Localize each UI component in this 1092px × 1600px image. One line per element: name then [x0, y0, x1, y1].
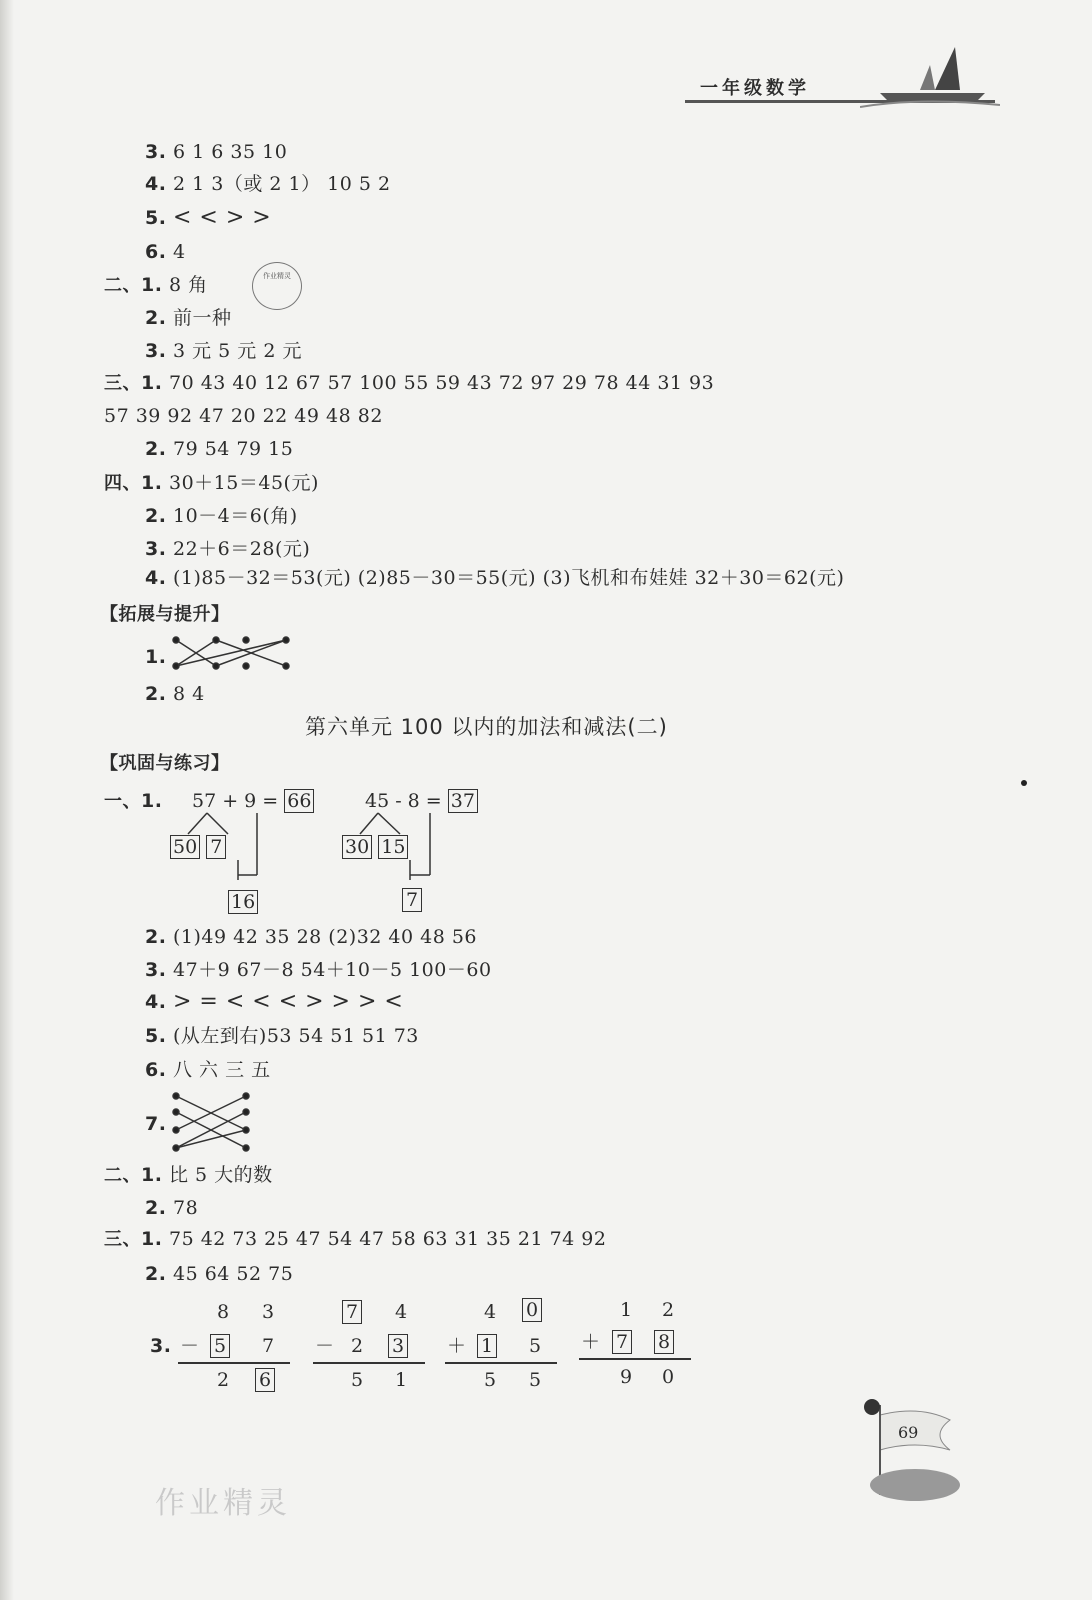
answer-line: 4. > = < < < > > > < — [145, 989, 404, 1014]
answer-line: 3. — [150, 1335, 172, 1357]
unit-title: 第六单元 100 以内的加法和减法(二) — [305, 715, 668, 739]
answer-line: 4. 2 1 3（或 2 1） 10 5 2 — [145, 173, 391, 195]
dot-mark — [1021, 780, 1027, 786]
answer-line: 2. (1)49 42 35 28 (2)32 40 48 56 — [145, 926, 478, 948]
sailboat-icon — [860, 45, 1000, 115]
answer-line: 一、1. — [104, 790, 163, 812]
answer-line: 6. 八 六 三 五 — [145, 1059, 271, 1081]
answer-line: 三、1. 75 42 73 25 47 54 47 58 63 31 35 21 74 92 — [104, 1228, 607, 1250]
section-heading: 【巩固与练习】 — [100, 753, 230, 774]
answer-line: 57 39 92 47 20 22 49 48 82 — [104, 405, 383, 427]
answer-line: 3. 22＋6＝28(元) — [145, 538, 311, 560]
watermark: 作业精灵 — [155, 1486, 291, 1521]
tree-parts: 50 7 — [170, 835, 226, 859]
header-title: 一年级数学 — [700, 78, 810, 99]
cartoon-cat-flag-icon — [860, 1395, 980, 1505]
tree-expr: 45 - 8 = 37 — [365, 789, 478, 813]
tree-lines — [170, 810, 270, 892]
answer-line: 3. 6 1 6 35 10 — [145, 141, 288, 163]
answer-line: 三、1. 70 43 40 12 67 57 100 55 59 43 72 97 29 78 44 31 93 — [104, 372, 715, 394]
matching-diagram — [168, 634, 298, 674]
tree-expr: 57 + 9 = 66 — [192, 789, 314, 813]
answer-line: 7. — [145, 1113, 167, 1135]
answer-line: 2. 8 4 — [145, 683, 205, 705]
stamp: 作业精灵 — [252, 262, 302, 310]
answer-line: 4. (1)85－32＝53(元) (2)85－30＝55(元) (3)飞机和布娃娃 32＋30＝62(元) — [145, 567, 845, 589]
answer-line: 2. 前一种 — [145, 307, 232, 329]
answer-line: 2. 45 64 52 75 — [145, 1263, 294, 1285]
answer-line: 二、1. 比 5 大的数 — [104, 1164, 273, 1186]
answer-line: 四、1. 30＋15＝45(元) — [104, 472, 319, 494]
page-edge — [0, 0, 14, 1600]
section-heading: 【拓展与提升】 — [100, 604, 230, 625]
answer-line: 6. 4 — [145, 241, 186, 263]
answer-line: 1. — [145, 646, 167, 668]
tree-sum: 16 — [228, 890, 258, 914]
answer-line: 5. (从左到右)53 54 51 51 73 — [145, 1025, 419, 1047]
tree-lines — [342, 810, 452, 892]
matching-diagram — [170, 1090, 255, 1156]
answer-line: 2. 78 — [145, 1197, 199, 1219]
answer-line: 3. 3 元 5 元 2 元 — [145, 340, 302, 362]
answer-line: 2. 79 54 79 15 — [145, 438, 294, 460]
page-number: 69 — [898, 1423, 919, 1442]
answer-line: 3. 47＋9 67－8 54＋10－5 100－60 — [145, 959, 492, 981]
tree-parts: 30 15 — [342, 835, 408, 859]
tree-sum: 7 — [402, 888, 422, 912]
answer-line: 二、1. 8 角 — [104, 274, 208, 296]
answer-line: 5. < < > > — [145, 205, 272, 230]
answer-line: 2. 10－4＝6(角) — [145, 505, 298, 527]
